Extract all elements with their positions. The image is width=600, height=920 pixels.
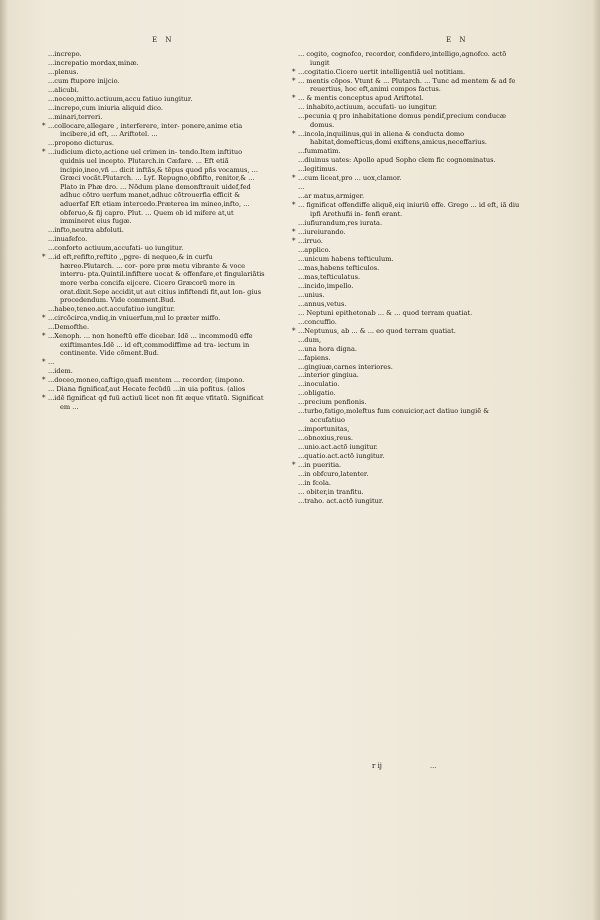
dictionary-entry xyxy=(298,246,526,255)
entry-text: ... inhabito,actiuum, accufati- uo iungitur. xyxy=(298,103,437,112)
dictionary-entry xyxy=(48,68,266,77)
entry-text: ...obnoxius,reus. xyxy=(298,433,354,442)
dictionary-entry xyxy=(298,371,526,380)
entry-text: ...quatio.act.actõ iungitur. xyxy=(298,451,385,460)
dictionary-entry xyxy=(298,103,526,112)
dictionary-entry xyxy=(48,235,266,244)
entry-text: ...precium penfionis. xyxy=(298,398,367,407)
dictionary-entry xyxy=(298,50,526,67)
dictionary-entry xyxy=(298,470,526,479)
dictionary-entry xyxy=(42,358,266,367)
entry-text: ...fummatim. xyxy=(298,147,341,156)
dictionary-entry xyxy=(48,385,266,394)
dictionary-entry xyxy=(42,253,266,305)
entry-text: ...diuinus uates: Apollo apud Sopho clem fic cognominatus. xyxy=(298,156,496,165)
dictionary-entry xyxy=(48,139,266,148)
entry-text: ...pecunia q pro inhabitatione domus pendif,precium conducæ domus. xyxy=(298,112,507,129)
catchword: ... xyxy=(430,762,437,770)
entry-text: ...increpatio mordax,minæ. xyxy=(48,58,139,67)
dictionary-entry xyxy=(48,226,266,235)
asterisk-marker: * xyxy=(292,460,296,469)
asterisk-marker: * xyxy=(42,121,46,130)
dictionary-entry xyxy=(298,336,526,345)
signature-mark: r ij xyxy=(372,762,382,770)
dictionary-entry xyxy=(292,460,526,470)
dictionary-entry xyxy=(48,113,266,122)
dictionary-entry xyxy=(298,434,526,443)
entry-text: ...Xenoph. ... non honeftũ effe dicebar. Idẽ ... incommodũ effe exiftimantes.Idẽ ... id eft,commodiffime ad tra- iectum in continente. Vide cõment.Bud. xyxy=(48,332,253,358)
dictionary-entry xyxy=(42,394,266,411)
asterisk-marker: * xyxy=(42,148,46,157)
entry-text: ...fapiens. xyxy=(298,353,331,362)
dictionary-entry xyxy=(298,183,526,192)
asterisk-marker: * xyxy=(292,94,296,103)
running-head-left: E N xyxy=(152,36,175,44)
entry-text: ...applico. xyxy=(298,245,331,254)
asterisk-marker: * xyxy=(292,201,296,210)
dictionary-entry xyxy=(292,174,526,183)
dictionary-entry xyxy=(48,95,266,104)
entry-text: ...cum ftupore inijcio. xyxy=(48,76,120,85)
entry-text: ...collocare,allegare , interferere, inter- ponere,anime etia incibere,id eft, ... Ariftotel. ... xyxy=(48,121,243,139)
dictionary-entry xyxy=(48,104,266,113)
dictionary-entry xyxy=(298,264,526,273)
asterisk-marker: * xyxy=(292,174,296,183)
entry-text: ... mentis cõpos. Vtunt & ... Plutarch. ... Tunc ad mentem & ad fe reuertius, hoc eft,animi compos factus. xyxy=(298,76,516,94)
dictionary-entry xyxy=(298,112,526,129)
entry-text: ...dum, xyxy=(298,335,322,344)
running-head-right: E N xyxy=(446,36,469,44)
dictionary-entry xyxy=(298,282,526,291)
dictionary-entry xyxy=(298,363,526,372)
page-edge-shadow xyxy=(592,0,600,920)
entry-text: ...gingiuæ,carnes interiores. xyxy=(298,362,393,371)
entry-text: ...irruo. xyxy=(298,236,323,245)
left-column xyxy=(42,50,266,412)
dictionary-entry xyxy=(298,354,526,363)
entry-text: ...legitimus. xyxy=(298,165,338,174)
dictionary-entry xyxy=(48,305,266,314)
entry-text: ...conforto actiuum,accufati- uo iungitur. xyxy=(48,244,184,253)
entry-text: ...ar matus,armiger. xyxy=(298,192,365,201)
entry-text: ...Demofthe. xyxy=(48,323,90,332)
entry-text: ... & mentis conceptus apud Ariftotel. xyxy=(298,94,424,103)
dictionary-entry xyxy=(48,59,266,68)
entry-text: ... Diana fignificaf,aut Hecate fecũdũ ...in uia pofitus. (alios xyxy=(48,385,246,394)
entry-text: ...incola,inquilinus,qui in aliena & conducta domo habitat,domefticus,domi exiftens,amicus,neceffarius. xyxy=(298,129,487,147)
entry-text: ...in pueritia. xyxy=(298,460,342,469)
dictionary-entry xyxy=(298,389,526,398)
dictionary-entry xyxy=(298,398,526,407)
entry-text: ...cogitatio.Cicero uertit intelligentiã uel notitiam. xyxy=(298,67,466,76)
dictionary-entry xyxy=(298,165,526,174)
entry-text: ...incido,impello. xyxy=(298,281,354,290)
entry-text: ...increpo. xyxy=(48,50,82,58)
page-edge-shadow xyxy=(0,0,8,920)
entry-text: ...unius. xyxy=(298,290,325,299)
dictionary-entry xyxy=(42,314,266,323)
entry-text: ... xyxy=(48,358,55,367)
entry-text: ... xyxy=(298,183,305,192)
entry-text: ...minari,terreri. xyxy=(48,112,103,121)
entry-text: ...plenus. xyxy=(48,67,79,76)
entry-text: ...alicubi. xyxy=(48,85,79,94)
dictionary-entry xyxy=(298,273,526,282)
entry-text: ...unio.act.actõ iungitur. xyxy=(298,442,378,451)
entry-text: ...in obfcuro,latenter. xyxy=(298,469,369,478)
entry-text: ...cum liceat,pro ... uox,clamor. xyxy=(298,174,402,183)
dictionary-entry xyxy=(48,323,266,332)
entry-text: ... fignificat offendiffe aliquẽ,eiq iniuriũ effe. Grego ... id eft, iã diu ipfi Arethufii in- fenfi erant. xyxy=(298,201,520,218)
dictionary-entry xyxy=(298,255,526,264)
dictionary-entry xyxy=(292,201,526,218)
dictionary-entry xyxy=(298,452,526,461)
asterisk-marker: * xyxy=(292,326,296,335)
dictionary-entry xyxy=(292,67,526,77)
entry-text: ...Neptunus, ab ... & ... eo quod terram quatiat. xyxy=(298,326,456,335)
entry-text: ...idẽ fignificat qđ fuũ actiuũ licet non fit æque vfitatũ. Significat em ... xyxy=(48,394,264,411)
dictionary-entry xyxy=(292,227,526,237)
entry-text: ...concuffio. xyxy=(298,317,337,326)
asterisk-marker: * xyxy=(42,394,46,403)
asterisk-marker: * xyxy=(292,67,296,76)
asterisk-marker: * xyxy=(42,332,46,341)
dictionary-entry xyxy=(298,479,526,488)
dictionary-entry xyxy=(298,219,526,228)
entry-text: ...in fcola. xyxy=(298,478,331,487)
entry-text: ...infto,neutra abfoluti. xyxy=(48,226,124,235)
dictionary-entry xyxy=(48,244,266,253)
asterisk-marker: * xyxy=(42,358,46,367)
dictionary-entry xyxy=(292,236,526,246)
dictionary-entry xyxy=(48,86,266,95)
dictionary-entry xyxy=(298,300,526,309)
entry-text: ...importunitas, xyxy=(298,425,350,433)
entry-text: ...id eft,refifto,reftito ,,pgre- di nequeo,& in curfu hæreo.Plutarch. ... cor- pore præ metu vibrante & voce interru- pta.Quintil.infiftere uocat & offenfare,et fingulariãtis more verba concifa eijcere. Cicero Græcorũ more in orat.dixit.Sepe accidit,ut aut citius infiftendi fit,aut lon- gius procedendum. Vide comment.Bud. xyxy=(48,253,265,305)
asterisk-marker: * xyxy=(42,253,46,262)
entry-text: ...interior gingiua. xyxy=(298,371,359,380)
entry-text: ...iudicium dicto,actione uel crimen in- tendo.Item inftituo quidnis uel incepto. Plutarch.in Cæfare. ... Eft etiã incipio,ineo,vñ ... dicit inftãs,& tẽpus quod pñs vocamus, ... Græci vocãt.Plutarch. ... Lyf. Repugno,obfifto, renitor,& ... Plato in Phæ dro. ... Nõdum plane demonftrauit uidef,fed adhuc cõtro uerfum manet,adhuc cõtrouerfia efficit & aduerfaf Eft etiam intercedo.Præterea im mineo,infto, ... obferuo,& fij capro. Plut. ... Quem ob id mifere at,ut immineret eius fugæ. xyxy=(48,148,258,226)
dictionary-entry xyxy=(42,121,266,139)
dictionary-entry xyxy=(48,50,266,59)
dictionary-entry xyxy=(292,76,526,94)
dictionary-entry xyxy=(298,192,526,201)
entry-text: ... cogito, cognofco, recordor, confidero,intelligo,agnofco. actõ iungit xyxy=(298,50,507,67)
dictionary-entry xyxy=(298,488,526,497)
dictionary-entry xyxy=(298,309,526,318)
entry-text: ...obligatio. xyxy=(298,389,336,398)
dictionary-entry xyxy=(298,345,526,354)
entry-text: ... Neptuni epithetonab ... & ... quod terram quatiat. xyxy=(298,308,473,317)
asterisk-marker: * xyxy=(42,314,46,323)
dictionary-entry xyxy=(298,497,526,506)
dictionary-entry xyxy=(298,291,526,300)
entry-text: ...idem. xyxy=(48,367,73,376)
dictionary-entry xyxy=(298,443,526,452)
entry-text: ...mas,habens tefticulos. xyxy=(298,263,380,272)
entry-text: ...unicum habens tefticulum. xyxy=(298,254,394,263)
entry-text: ...turbo,fatigo,moleftus fum conuicior,act datiuo iungiẽ & accufatiuo xyxy=(298,407,490,425)
dictionary-entry xyxy=(48,367,266,376)
dictionary-entry xyxy=(42,148,266,226)
dictionary-entry xyxy=(298,318,526,327)
entry-text: ...mas,tefticulatus. xyxy=(298,272,361,281)
entry-text: ...propono dicturus. xyxy=(48,139,114,148)
entry-text: ...traho. act.actõ iungitur. xyxy=(298,496,384,505)
asterisk-marker: * xyxy=(292,227,296,236)
dictionary-entry xyxy=(42,332,266,358)
right-column xyxy=(292,50,526,506)
asterisk-marker: * xyxy=(292,76,296,85)
dictionary-entry xyxy=(292,129,526,147)
dictionary-entry xyxy=(292,326,526,336)
dictionary-entry xyxy=(42,376,266,385)
dictionary-entry xyxy=(298,147,526,156)
entry-text: ...una hora digna. xyxy=(298,344,358,353)
entry-text: ...habeo,teneo.act.accufatiuo iungitur. xyxy=(48,305,176,314)
dictionary-entry xyxy=(48,77,266,86)
dictionary-entry xyxy=(298,380,526,389)
dictionary-entry xyxy=(292,94,526,103)
dictionary-entry xyxy=(298,425,526,434)
dictionary-entry xyxy=(298,156,526,165)
entry-text: ...iureiurando. xyxy=(298,227,346,236)
entry-text: ...circõcirca,vndiq,in vniuerfum,nul lo præter miffo. xyxy=(48,314,221,323)
entry-text: ...increpo,cum iniuria aliquid dico. xyxy=(48,103,163,112)
entry-text: ...noceo,mitto.actiuum,accu fatiuo iungitur. xyxy=(48,94,193,103)
asterisk-marker: * xyxy=(292,129,296,138)
entry-text: ...inoculatio. xyxy=(298,380,340,389)
dictionary-entry xyxy=(298,407,526,424)
asterisk-marker: * xyxy=(292,236,296,245)
asterisk-marker: * xyxy=(42,376,46,385)
entry-text: ...inuafefco. xyxy=(48,235,88,244)
entry-text: ...iufiurandum,res iurata. xyxy=(298,218,383,227)
entry-text: ... obiter,in tranfitu. xyxy=(298,487,364,496)
entry-text: ...doceo,moneo,caftigo,quafi mentem ... recordor, (impono. xyxy=(48,376,245,385)
entry-text: ...annus,vetus. xyxy=(298,299,347,308)
